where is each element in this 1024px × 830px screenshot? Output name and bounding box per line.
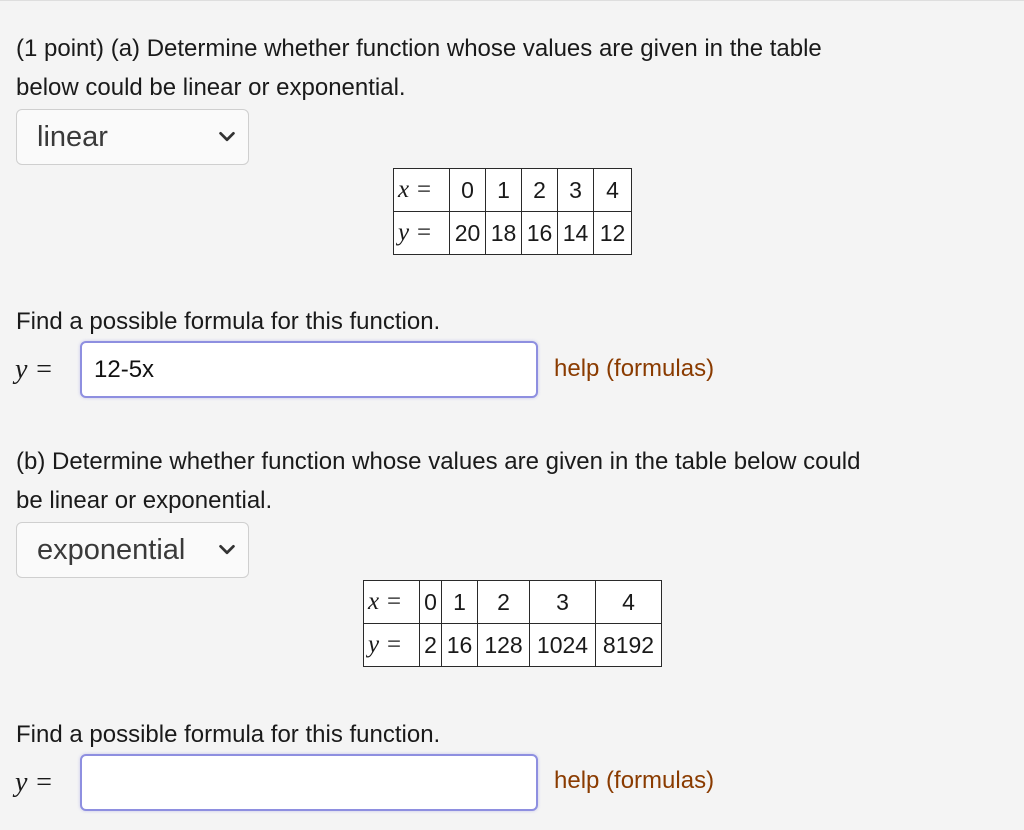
part-b-formula-prompt: Find a possible formula for this function. bbox=[16, 721, 441, 748]
part-a-help-formulas-link[interactable]: help (formulas) bbox=[554, 355, 715, 382]
x-value-cell: 3 bbox=[558, 169, 594, 212]
chevron-down-icon bbox=[216, 126, 238, 148]
chevron-down-icon bbox=[216, 539, 238, 561]
x-value-cell: 1 bbox=[442, 581, 478, 624]
table-row bbox=[364, 624, 662, 667]
part-a-selected-option: linear bbox=[37, 120, 108, 153]
y-value-cell: 16 bbox=[522, 212, 558, 255]
part-b-formula-input[interactable] bbox=[80, 754, 538, 811]
y-value-cell: 16 bbox=[442, 624, 478, 667]
part-a-answer-select[interactable] bbox=[16, 109, 249, 165]
y-value-cell: 14 bbox=[558, 212, 594, 255]
part-b-prompt-line2: be linear or exponential. bbox=[16, 487, 273, 514]
part-a-formula-prompt: Find a possible formula for this function. bbox=[16, 308, 441, 335]
y-value-cell: 20 bbox=[450, 212, 486, 255]
part-a-prompt-line1: (1 point) (a) Determine whether function whose values are given in the table bbox=[16, 35, 822, 62]
y-label-cell: y = bbox=[364, 624, 420, 667]
x-value-cell: 1 bbox=[486, 169, 522, 212]
x-value-cell: 4 bbox=[594, 169, 632, 212]
part-b-y-equals-label: y = bbox=[15, 767, 54, 798]
part-b-prompt-line1: (b) Determine whether function whose values are given in the table below could bbox=[16, 448, 861, 475]
y-label-cell: y = bbox=[394, 212, 450, 255]
part-b-answer-select[interactable] bbox=[16, 522, 249, 578]
table-row bbox=[364, 581, 662, 624]
table-row bbox=[394, 169, 632, 212]
part-a-values-table bbox=[393, 168, 632, 255]
part-a-prompt-line2: below could be linear or exponential. bbox=[16, 74, 406, 101]
part-a-y-equals-label: y = bbox=[15, 354, 54, 385]
x-label-cell: x = bbox=[394, 169, 450, 212]
x-value-cell: 0 bbox=[450, 169, 486, 212]
x-value-cell: 2 bbox=[522, 169, 558, 212]
x-label-cell: x = bbox=[364, 581, 420, 624]
part-b-prompt bbox=[16, 442, 860, 520]
x-value-cell: 4 bbox=[596, 581, 662, 624]
y-value-cell: 12 bbox=[594, 212, 632, 255]
part-b-values-table bbox=[363, 580, 662, 667]
part-b-selected-option: exponential bbox=[37, 533, 186, 566]
x-value-cell: 2 bbox=[478, 581, 530, 624]
y-value-cell: 128 bbox=[478, 624, 530, 667]
y-value-cell: 2 bbox=[420, 624, 442, 667]
part-a-prompt bbox=[16, 29, 822, 107]
y-value-cell: 18 bbox=[486, 212, 522, 255]
part-a-formula-input[interactable] bbox=[80, 341, 538, 398]
x-value-cell: 0 bbox=[420, 581, 442, 624]
y-value-cell: 8192 bbox=[596, 624, 662, 667]
x-value-cell: 3 bbox=[530, 581, 596, 624]
y-value-cell: 1024 bbox=[530, 624, 596, 667]
table-row bbox=[394, 212, 632, 255]
part-b-help-formulas-link[interactable]: help (formulas) bbox=[554, 767, 715, 794]
